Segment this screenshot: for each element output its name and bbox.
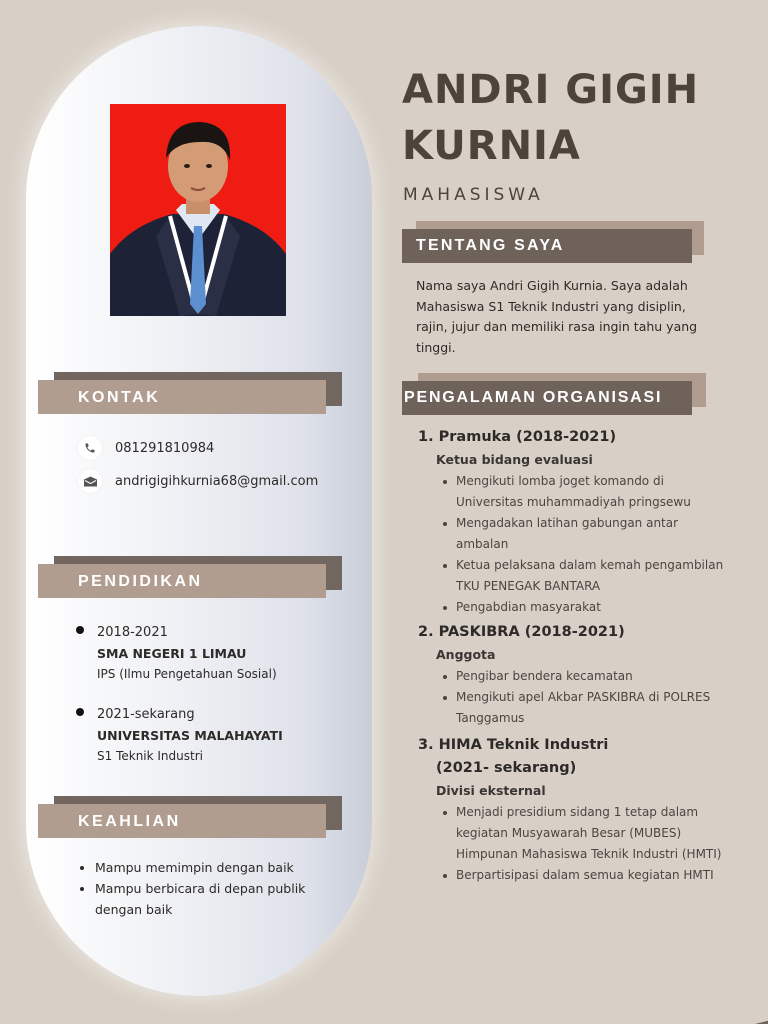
education-years: 2021-sekarang (97, 707, 195, 722)
organization-item (418, 734, 728, 886)
organization-role: Divisi eksternal (436, 783, 546, 798)
email-address[interactable]: andrigigihkurnia68@gmail.com (115, 473, 319, 489)
education-major: S1 Teknik Industri (97, 749, 203, 763)
education-heading (38, 556, 342, 596)
education-years: 2018-2021 (97, 625, 168, 640)
organization-point: Mengikuti apel Akbar PASKIBRA di POLRES Tanggamus (456, 687, 728, 729)
skill-item: Mampu berbicara di depan publik dengan baik (80, 878, 340, 920)
portrait-illustration (110, 104, 286, 316)
organization-points (418, 666, 728, 729)
organization-title: 1. Pramuka (2018-2021) (418, 429, 617, 445)
organization-point: Mengadakan latihan gabungan antar ambalan (456, 513, 728, 555)
person-name: ANDRI GIGIH KURNIA (402, 67, 700, 169)
education-item (76, 705, 336, 765)
organization-heading (402, 373, 706, 415)
organization-point: Mengikuti lomba joget komando di Universitas muhammadiyah pringsewu (456, 471, 728, 513)
organization-point: Pengibar bendera kecamatan (456, 666, 728, 687)
organization-heading-label: PENGALAMAN ORGANISASI (404, 389, 663, 406)
bullet (76, 626, 84, 634)
contact-phone (78, 436, 214, 460)
organization-points (418, 802, 728, 886)
about-text: Nama saya Andri Gigih Kurnia. Saya adalah Mahasiswa S1 Teknik Industri yang disiplin, rajin, jujur dan memiliki rasa ingin tahu yang tinggi. (416, 278, 698, 355)
organization-title: 3. HIMA Teknik Industri (418, 737, 609, 753)
education-heading-label: PENDIDIKAN (78, 573, 203, 590)
organization-title: 2. PASKIBRA (2018-2021) (418, 624, 625, 640)
corner-decoration-bottom (585, 1013, 768, 1024)
skills-heading (38, 796, 342, 836)
phone-number[interactable]: 081291810984 (115, 440, 215, 456)
skills-list (80, 857, 340, 920)
organization-point: Pengabdian masyarakat (456, 597, 728, 618)
organization-title-period: (2021- sekarang) (436, 760, 577, 776)
about-heading-label: TENTANG SAYA (416, 237, 565, 254)
mail-icon (78, 469, 102, 493)
organization-role: Anggota (436, 647, 496, 662)
organization-points (418, 471, 728, 618)
organization-item (418, 426, 728, 618)
education-school: SMA NEGERI 1 LIMAU (97, 646, 247, 661)
contact-email (78, 469, 318, 493)
profile-photo (110, 104, 286, 316)
about-heading (402, 221, 704, 263)
skills-heading-label: KEAHLIAN (78, 813, 181, 830)
contact-heading (38, 372, 342, 412)
phone-icon (78, 436, 102, 460)
bullet (76, 708, 84, 716)
education-major: IPS (Ilmu Pengetahuan Sosial) (97, 667, 277, 681)
education-item (76, 623, 336, 683)
organization-point: Berpartisipasi dalam semua kegiatan HMTI (456, 865, 728, 886)
organization-role: Ketua bidang evaluasi (436, 452, 593, 467)
organization-point: Menjadi presidium sidang 1 tetap dalam kegiatan Musyawarah Besar (MUBES) Himpunan Mahasiswa Teknik Industri (HMTI) (456, 802, 728, 865)
education-school: UNIVERSITAS MALAHAYATI (97, 728, 283, 743)
skill-item: Mampu memimpin dengan baik (80, 857, 340, 878)
organization-point: Ketua pelaksana dalam kemah pengambilan TKU PENEGAK BANTARA (456, 555, 728, 597)
organization-item (418, 621, 728, 729)
person-role: MAHASISWA (403, 185, 544, 205)
contact-heading-label: KONTAK (78, 389, 161, 406)
